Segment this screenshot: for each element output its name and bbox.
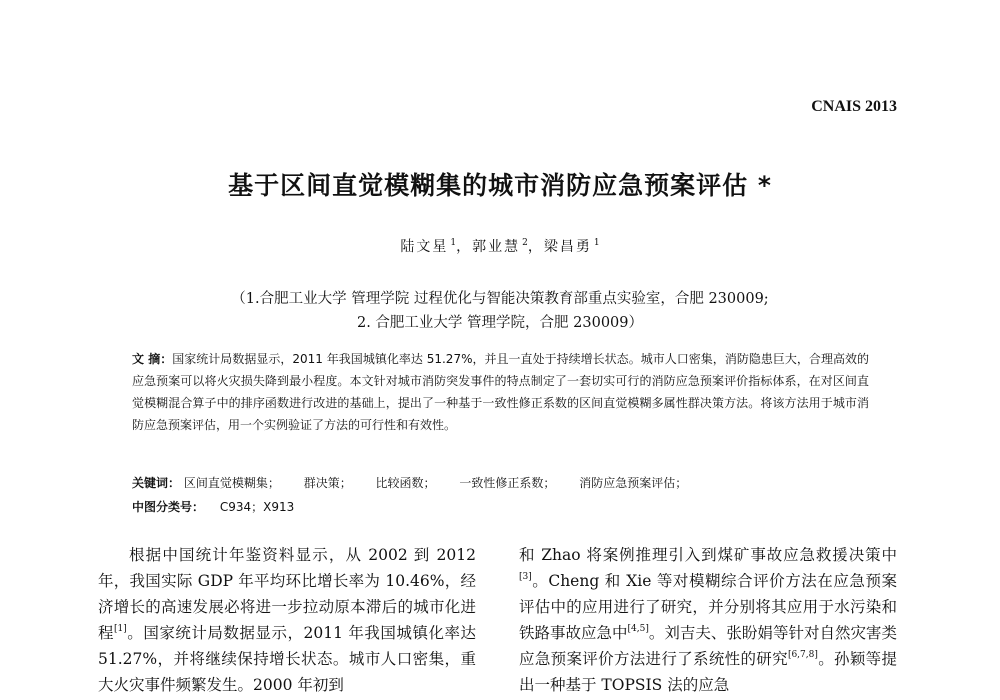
body-text: 。 — [531, 572, 549, 590]
body-column-right — [519, 542, 897, 698]
keywords-label: 关键词： — [132, 476, 181, 490]
paper-title: 基于区间直觉模糊集的城市消防应急预案评估 * — [228, 171, 772, 200]
keyword: 一致性修正系数； — [459, 476, 556, 490]
affiliation-line: （1.合肥工业大学 管理学院 过程优化与智能决策教育部重点实验室，合肥 230009; — [231, 291, 769, 307]
clc-value: C934；X913 — [219, 500, 295, 514]
conference-tag: CNAIS 2013 — [811, 98, 897, 115]
abstract — [132, 348, 869, 436]
keyword: 区间直觉模糊集； — [183, 476, 280, 490]
body-text: 。 — [648, 624, 665, 642]
author-name: 陆文星 — [400, 239, 449, 255]
body-text: 孙颖等提出一种基于 TOPSIS 法的应急 — [519, 650, 897, 694]
body-text: 国家统计局数据显示，2011 年我国城镇化率达 51.27%，并将继续保持增长状态。城市人口密集，重大火灾事件频繁发生。2000 年初到 — [98, 624, 476, 694]
citation: [6,7,8] — [787, 650, 818, 660]
author-affil-mark: 1 — [593, 238, 600, 248]
citation: [4,5] — [627, 624, 649, 634]
author-separator: ， — [456, 239, 473, 255]
body-text: 。 — [817, 650, 835, 668]
abstract-text: 国家统计局数据显示，2011 年我国城镇化率达 51.27%，并且一直处于持续增长状态。城市人口密集，消防隐患巨大，合理高效的应急预案可以将火灾损失降到最小程度。本文针对城市消防突发事件的特点制定了一套切实可行的消防应急预案评价指标体系，在对区间直觉模糊混合算子中的排序函数进行改进的基础上，提出了一种基于一致性修正系数的区间直觉模糊多属性群决策方法。将该方法用于城市消防应急预案评估，用一个实例验证了方法的可行性和有效性。 — [132, 352, 869, 432]
body-text: 。 — [126, 624, 144, 642]
author-affil-mark: 1 — [450, 238, 457, 248]
affiliation-line: 2. 合肥工业大学 管理学院，合肥 230009） — [356, 315, 643, 331]
body-paragraph — [519, 542, 897, 698]
body-text: 刘吉夫、张盼娟等针对自然灾害类应急预案评价方法进行了系统性的研究 — [519, 624, 897, 668]
keyword: 群决策； — [303, 476, 352, 490]
classification-code — [132, 498, 294, 515]
keywords — [132, 474, 707, 491]
citation: [3] — [519, 572, 532, 582]
body-paragraph — [98, 542, 476, 698]
affiliations — [0, 287, 1000, 335]
author-separator: ， — [527, 239, 544, 255]
keyword: 比较函数； — [375, 476, 436, 490]
author-name: 梁昌勇 — [543, 239, 592, 255]
keyword: 消防应急预案评估； — [579, 476, 688, 490]
body-text: 根据中国统计年鉴资料显示，从 2002 到 2012 年，我国实际 GDP 年平均环比增长率为 10.46%，经济增长的高速发展必将进一步拉动原本滞后的城市化进程 — [98, 546, 476, 642]
citation: [1] — [114, 624, 127, 634]
clc-label: 中图分类号： — [132, 500, 205, 514]
body-text: Cheng 和 Xie 等对模糊综合评价方法在应急预案评估中的应用进行了研究，并分别将其应用于水污染和铁路事故应急中 — [519, 572, 897, 642]
abstract-label: 文 摘： — [132, 352, 173, 366]
body-text: 和 Zhao 将案例推理引入到煤矿事故应急救援决策中 — [519, 546, 897, 564]
author-list — [0, 236, 1000, 256]
author-name: 郭业慧 — [472, 239, 521, 255]
body-column-left — [98, 542, 476, 698]
author-affil-mark: 2 — [522, 238, 528, 248]
